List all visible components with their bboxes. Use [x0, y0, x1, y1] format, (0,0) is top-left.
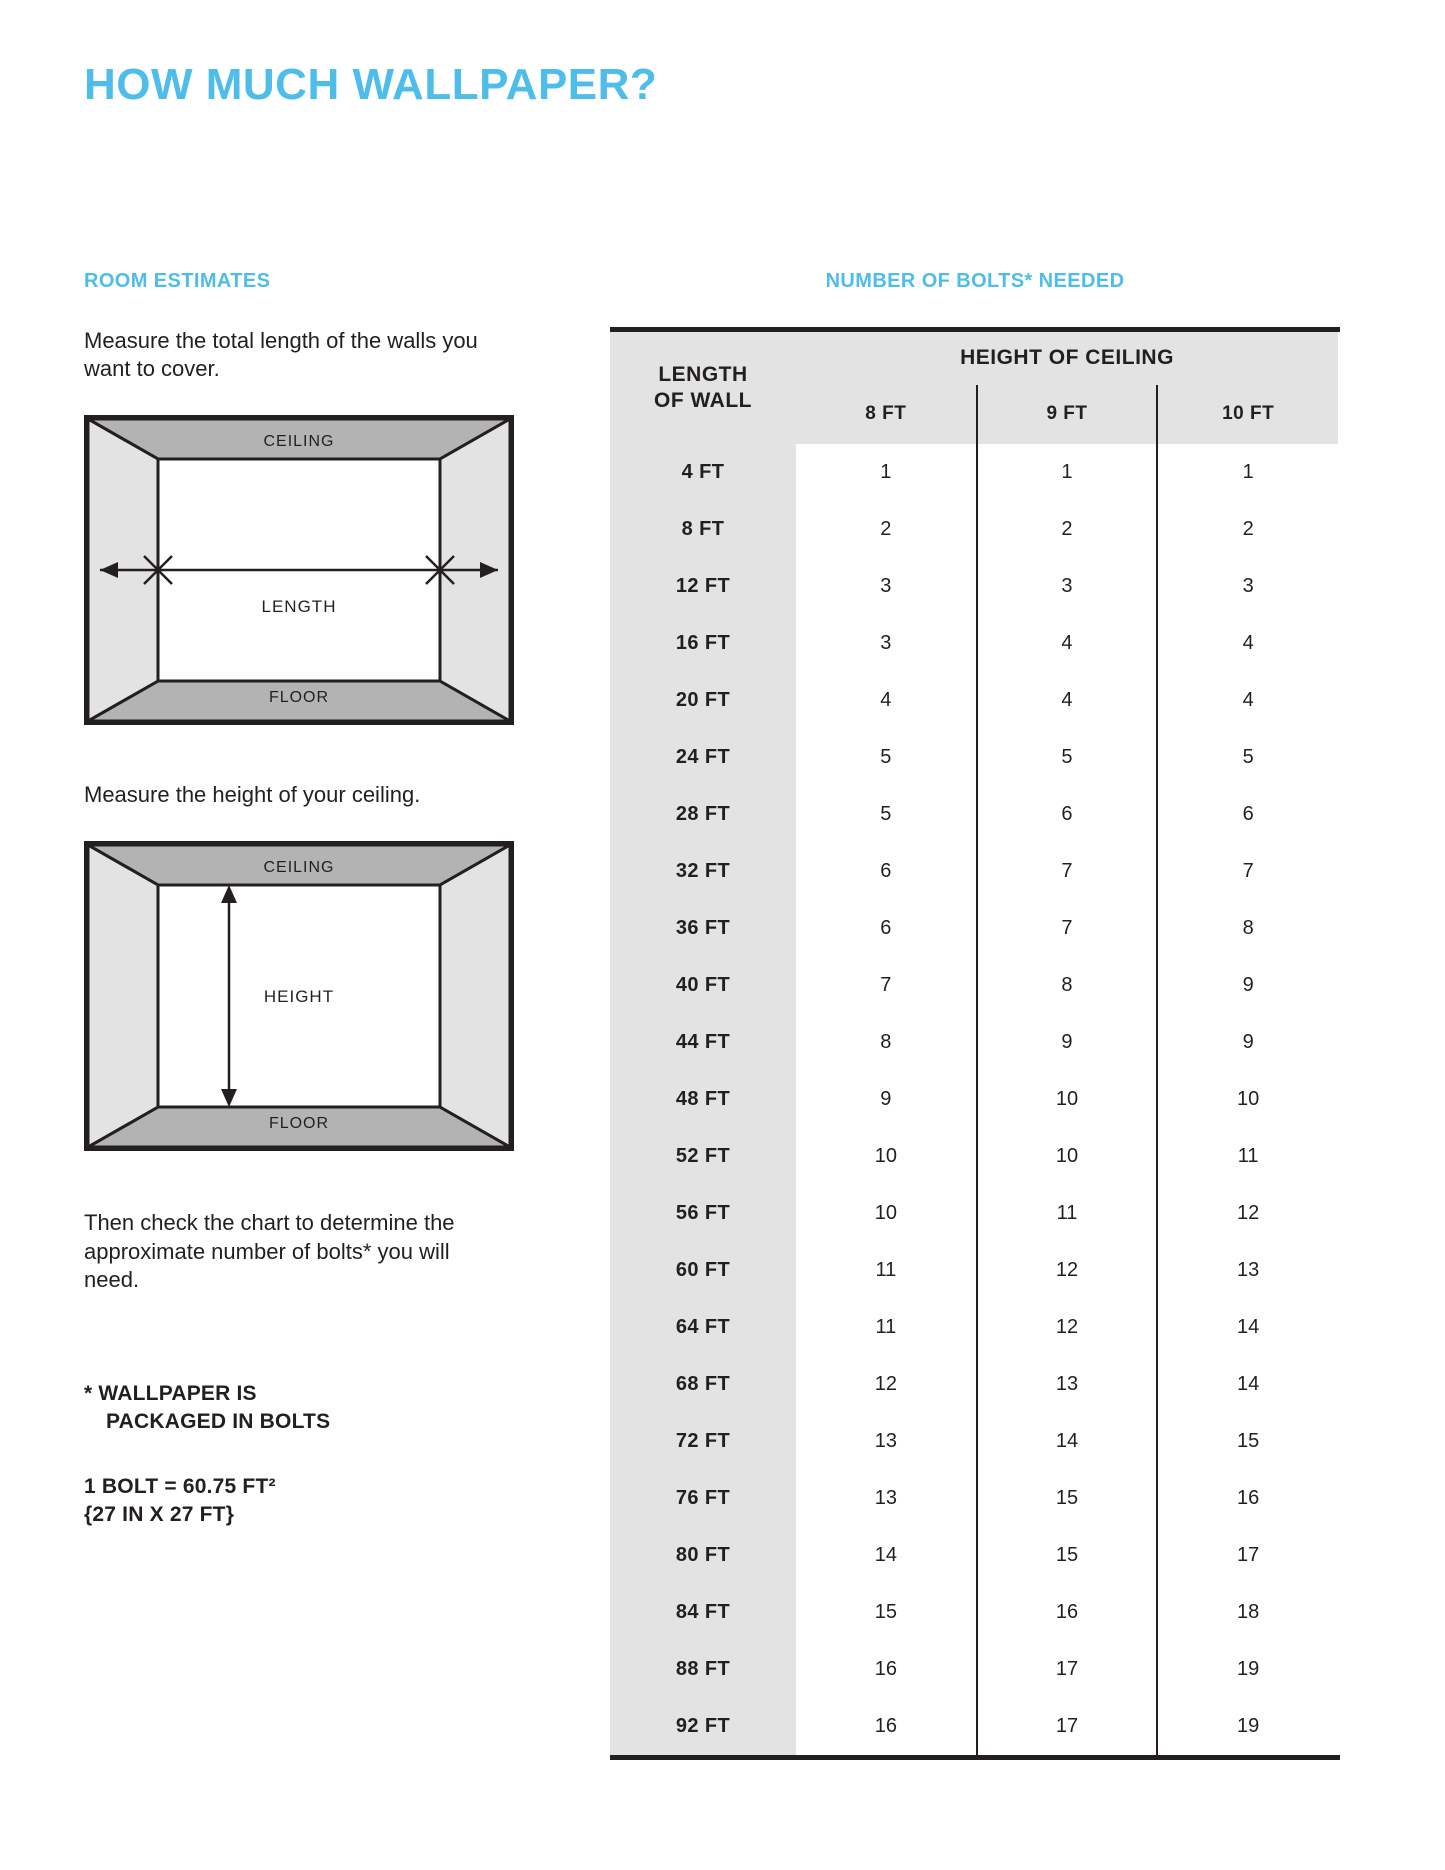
bolts-value-cell: 10 — [977, 1128, 1158, 1185]
table-row — [610, 1641, 1338, 1698]
bolts-value-cell: 13 — [977, 1356, 1158, 1413]
bolts-value-cell: 5 — [977, 729, 1158, 786]
room-diagram-length — [84, 415, 504, 725]
bolts-value-cell: 8 — [1157, 900, 1338, 957]
bolts-value-cell: 6 — [1157, 786, 1338, 843]
table-row — [610, 1527, 1338, 1584]
bolts-value-cell: 6 — [880, 860, 892, 882]
row-length-label: 56 FT — [610, 1185, 796, 1242]
row-length-label: 88 FT — [610, 1641, 796, 1698]
bolts-value-cell: 11 — [977, 1185, 1158, 1242]
footnote-line-1: * WALLPAPER IS — [84, 1381, 257, 1405]
bolts-value-cell: 4 — [1157, 672, 1338, 729]
row-length-label: 28 FT — [610, 786, 796, 843]
bolts-value-cell: 15 — [874, 1601, 897, 1623]
table-row — [610, 672, 1338, 729]
bolts-value-cell: 15 — [977, 1470, 1158, 1527]
table-row — [610, 957, 1338, 1014]
bolts-value-cell: 3 — [977, 558, 1158, 615]
bolts-value-cell: 10 — [874, 1202, 897, 1224]
diagram2-height-label: HEIGHT — [263, 987, 335, 1007]
column-header-8ft: 8 FT — [796, 385, 977, 444]
bolts-value-cell: 11 — [1157, 1128, 1338, 1185]
bolts-table-body — [610, 444, 1338, 1755]
row-length-label: 76 FT — [610, 1470, 796, 1527]
table-row — [610, 1071, 1338, 1128]
diagram2-ceiling-label: CEILING — [263, 859, 335, 877]
column-header-9ft: 9 FT — [977, 385, 1158, 444]
row-length-label: 72 FT — [610, 1413, 796, 1470]
row-length-label: 4 FT — [610, 444, 796, 501]
diagram1-ceiling-label: CEILING — [263, 433, 335, 451]
step-2-instruction: Measure the height of your ceiling. — [84, 782, 421, 808]
bolts-value-cell: 12 — [977, 1242, 1158, 1299]
bolts-value-cell: 7 — [1157, 843, 1338, 900]
bolts-value-cell: 4 — [1157, 615, 1338, 672]
table-row — [610, 615, 1338, 672]
step-1-instruction: Measure the total length of the walls you want to cover. — [84, 328, 478, 382]
bolts-value-cell: 2 — [880, 518, 892, 540]
row-length-label: 44 FT — [610, 1014, 796, 1071]
bolts-value-cell: 6 — [880, 917, 892, 939]
bolts-value-cell: 10 — [977, 1071, 1158, 1128]
bolts-value-cell: 10 — [874, 1145, 897, 1167]
bolts-value-cell: 4 — [977, 615, 1158, 672]
page-title: HOW MUCH WALLPAPER? — [84, 60, 658, 109]
bolts-value-cell: 5 — [880, 746, 892, 768]
bolts-value-cell: 17 — [977, 1698, 1158, 1755]
bolts-value-cell: 3 — [880, 575, 892, 597]
bolts-value-cell: 16 — [977, 1584, 1158, 1641]
bolts-value-cell: 9 — [977, 1014, 1158, 1071]
diagram2-floor-label: FLOOR — [268, 1115, 330, 1133]
bolt-size-line-1: 1 BOLT = 60.75 FT² — [84, 1474, 276, 1498]
bolts-value-cell: 1 — [977, 444, 1158, 501]
table-row — [610, 729, 1338, 786]
bolts-value-cell: 4 — [977, 672, 1158, 729]
row-length-label: 40 FT — [610, 957, 796, 1014]
bolts-value-cell: 17 — [977, 1641, 1158, 1698]
room-estimates-column — [84, 270, 504, 1529]
table-row — [610, 1584, 1338, 1641]
bolts-value-cell: 7 — [977, 900, 1158, 957]
bolts-value-cell: 14 — [977, 1413, 1158, 1470]
bolts-value-cell: 11 — [875, 1316, 897, 1338]
bolts-value-cell: 11 — [875, 1259, 897, 1281]
bolts-value-cell: 7 — [880, 974, 892, 996]
bolts-value-cell: 4 — [880, 689, 892, 711]
table-row — [610, 900, 1338, 957]
table-row — [610, 1413, 1338, 1470]
bolts-value-cell: 12 — [1157, 1185, 1338, 1242]
step-3-instruction: Then check the chart to determine the approximate number of bolts* you will need. — [84, 1210, 455, 1292]
bolts-value-cell: 13 — [874, 1430, 897, 1452]
bolts-value-cell: 10 — [1157, 1071, 1338, 1128]
bolts-value-cell: 19 — [1157, 1641, 1338, 1698]
bolts-value-cell: 1 — [880, 461, 892, 483]
bolts-value-cell: 13 — [874, 1487, 897, 1509]
bolts-value-cell: 9 — [1157, 957, 1338, 1014]
diagram1-length-label: LENGTH — [261, 597, 337, 617]
bolts-value-cell: 13 — [1157, 1242, 1338, 1299]
table-row — [610, 843, 1338, 900]
bolts-value-cell: 8 — [880, 1031, 892, 1053]
bolts-table-header — [610, 332, 1338, 444]
room-perspective-shape — [88, 419, 510, 721]
bolts-table-area — [610, 270, 1340, 1760]
bolts-value-cell: 5 — [880, 803, 892, 825]
bolts-value-cell: 14 — [1157, 1356, 1338, 1413]
bolts-value-cell: 8 — [977, 957, 1158, 1014]
bolts-value-cell: 12 — [874, 1373, 897, 1395]
bolts-value-cell: 7 — [977, 843, 1158, 900]
length-of-wall-header — [610, 332, 796, 444]
table-row — [610, 786, 1338, 843]
table-row — [610, 444, 1338, 501]
bolts-table — [610, 332, 1338, 1755]
bolts-value-cell: 15 — [977, 1527, 1158, 1584]
bolts-value-cell: 15 — [1157, 1413, 1338, 1470]
table-row — [610, 501, 1338, 558]
table-row — [610, 1470, 1338, 1527]
row-length-label: 80 FT — [610, 1527, 796, 1584]
row-length-label: 24 FT — [610, 729, 796, 786]
bolts-value-cell: 14 — [874, 1544, 897, 1566]
bolts-value-cell: 12 — [977, 1299, 1158, 1356]
row-length-label: 64 FT — [610, 1299, 796, 1356]
bolt-size-line-2: {27 IN X 27 FT} — [84, 1502, 235, 1526]
bolts-value-cell: 16 — [874, 1715, 897, 1737]
bolts-value-cell: 16 — [1157, 1470, 1338, 1527]
row-length-label: 52 FT — [610, 1128, 796, 1185]
bolts-value-cell: 9 — [1157, 1014, 1338, 1071]
table-row — [610, 1242, 1338, 1299]
bolts-value-cell: 1 — [1157, 444, 1338, 501]
row-length-label: 16 FT — [610, 615, 796, 672]
bolts-value-cell: 9 — [880, 1088, 892, 1110]
section-heading-bolts-needed: NUMBER OF BOLTS* NEEDED — [825, 270, 1125, 292]
bolts-table-wrapper — [610, 327, 1340, 1760]
row-length-label: 12 FT — [610, 558, 796, 615]
section-heading-room-estimates: ROOM ESTIMATES — [84, 270, 271, 292]
bolts-value-cell: 6 — [977, 786, 1158, 843]
bolts-value-cell: 16 — [874, 1658, 897, 1680]
bolts-value-cell: 5 — [1157, 729, 1338, 786]
table-row — [610, 1698, 1338, 1755]
room-diagram-height — [84, 841, 504, 1151]
bolts-value-cell: 3 — [880, 632, 892, 654]
bolts-value-cell: 2 — [1157, 501, 1338, 558]
row-length-label: 68 FT — [610, 1356, 796, 1413]
row-length-label: 32 FT — [610, 843, 796, 900]
column-header-10ft: 10 FT — [1157, 385, 1338, 444]
length-header-line-1: LENGTH — [658, 362, 748, 386]
bolts-value-cell: 18 — [1157, 1584, 1338, 1641]
row-length-label: 48 FT — [610, 1071, 796, 1128]
table-row — [610, 558, 1338, 615]
row-length-label: 92 FT — [610, 1698, 796, 1755]
bolts-value-cell: 17 — [1157, 1527, 1338, 1584]
length-header-line-2: OF WALL — [654, 389, 752, 412]
diagram1-floor-label: FLOOR — [268, 689, 330, 707]
bolts-value-cell: 14 — [1157, 1299, 1338, 1356]
table-row — [610, 1185, 1338, 1242]
table-row — [610, 1014, 1338, 1071]
row-length-label: 20 FT — [610, 672, 796, 729]
bolts-value-cell: 19 — [1157, 1698, 1338, 1755]
row-length-label: 8 FT — [610, 501, 796, 558]
table-row — [610, 1299, 1338, 1356]
row-length-label: 84 FT — [610, 1584, 796, 1641]
footnote-line-2: PACKAGED IN BOLTS — [106, 1410, 331, 1434]
height-of-ceiling-header: HEIGHT OF CEILING — [796, 332, 1338, 385]
table-row — [610, 1128, 1338, 1185]
bolts-value-cell: 2 — [977, 501, 1158, 558]
bolts-value-cell: 3 — [1157, 558, 1338, 615]
table-row — [610, 1356, 1338, 1413]
row-length-label: 36 FT — [610, 900, 796, 957]
row-length-label: 60 FT — [610, 1242, 796, 1299]
